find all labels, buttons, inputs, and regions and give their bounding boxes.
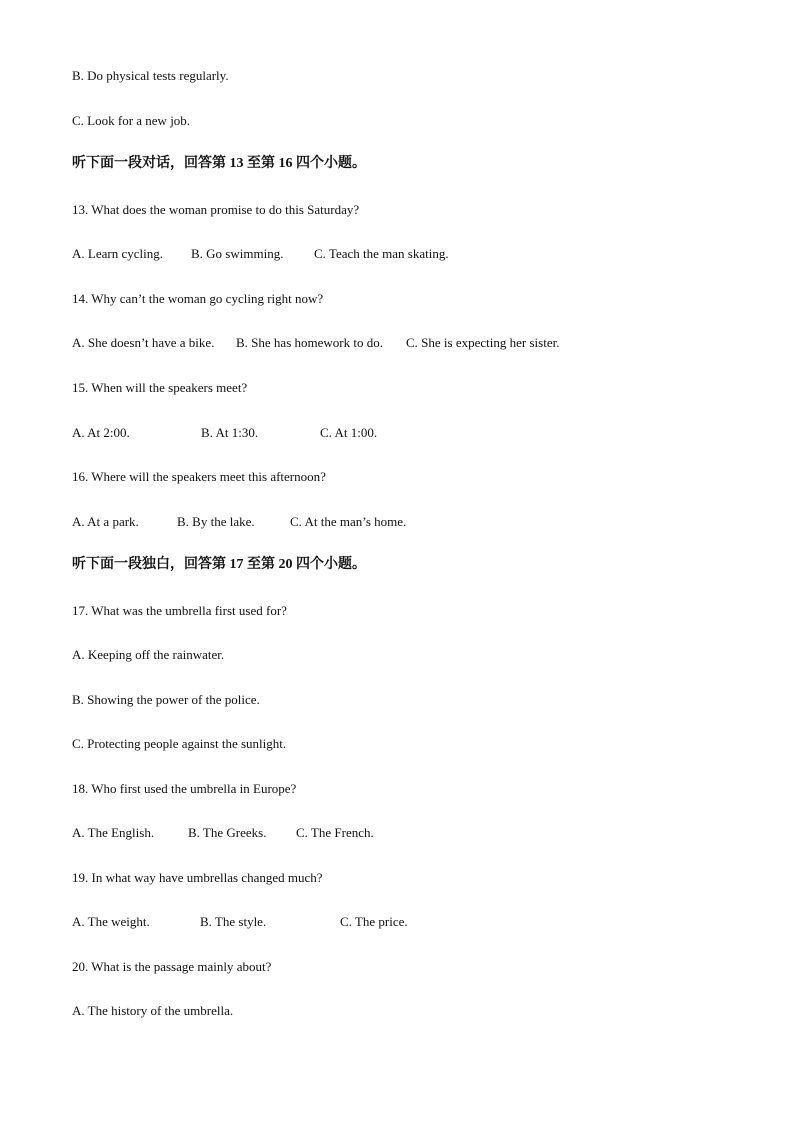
q13-option-c: C. Teach the man skating. [314,246,449,261]
q18-option-c: C. The French. [296,825,374,840]
q16-option-c: C. At the man’s home. [290,514,407,529]
q14-option-b: B. She has homework to do. [236,335,383,350]
q15-option-a: A. At 2:00. [72,425,130,440]
q15-option-b: B. At 1:30. [201,425,259,440]
q16-option-a: A. At a park. [72,514,139,529]
section-heading-13-16: 听下面一段对话，回答第 13 至第 16 四个小题。 [72,156,366,171]
q12-option-b: B. Do physical tests regularly. [72,68,229,83]
question-17: 17. What was the umbrella first used for? [72,603,287,618]
question-18: 18. Who first used the umbrella in Europe? [72,781,297,796]
q18-option-a: A. The English. [72,825,155,840]
q13-option-b: B. Go swimming. [191,246,284,261]
question-15: 15. When will the speakers meet? [72,380,248,395]
q16-option-b: B. By the lake. [177,514,255,529]
question-14: 14. Why can’t the woman go cycling right now? [72,291,324,306]
q17-option-a: A. Keeping off the rainwater. [72,647,225,662]
section-heading-17-20: 听下面一段独白，回答第 17 至第 20 四个小题。 [72,557,366,572]
q19-option-b: B. The style. [200,914,267,929]
q17-option-c: C. Protecting people against the sunlight. [72,736,287,751]
q12-option-c: C. Look for a new job. [72,113,191,128]
q14-option-a: A. She doesn’t have a bike. [72,335,215,350]
question-16: 16. Where will the speakers meet this afternoon? [72,469,326,484]
question-19: 19. In what way have umbrellas changed much? [72,870,323,885]
q15-option-c: C. At 1:00. [320,425,378,440]
question-13: 13. What does the woman promise to do this Saturday? [72,202,360,217]
q13-option-a: A. Learn cycling. [72,246,163,261]
q19-option-a: A. The weight. [72,914,150,929]
q17-option-b: B. Showing the power of the police. [72,692,260,707]
q14-option-c: C. She is expecting her sister. [406,335,560,350]
q18-option-b: B. The Greeks. [188,825,267,840]
question-20: 20. What is the passage mainly about? [72,959,272,974]
q19-option-c: C. The price. [340,914,408,929]
q20-option-a: A. The history of the umbrella. [72,1003,234,1018]
